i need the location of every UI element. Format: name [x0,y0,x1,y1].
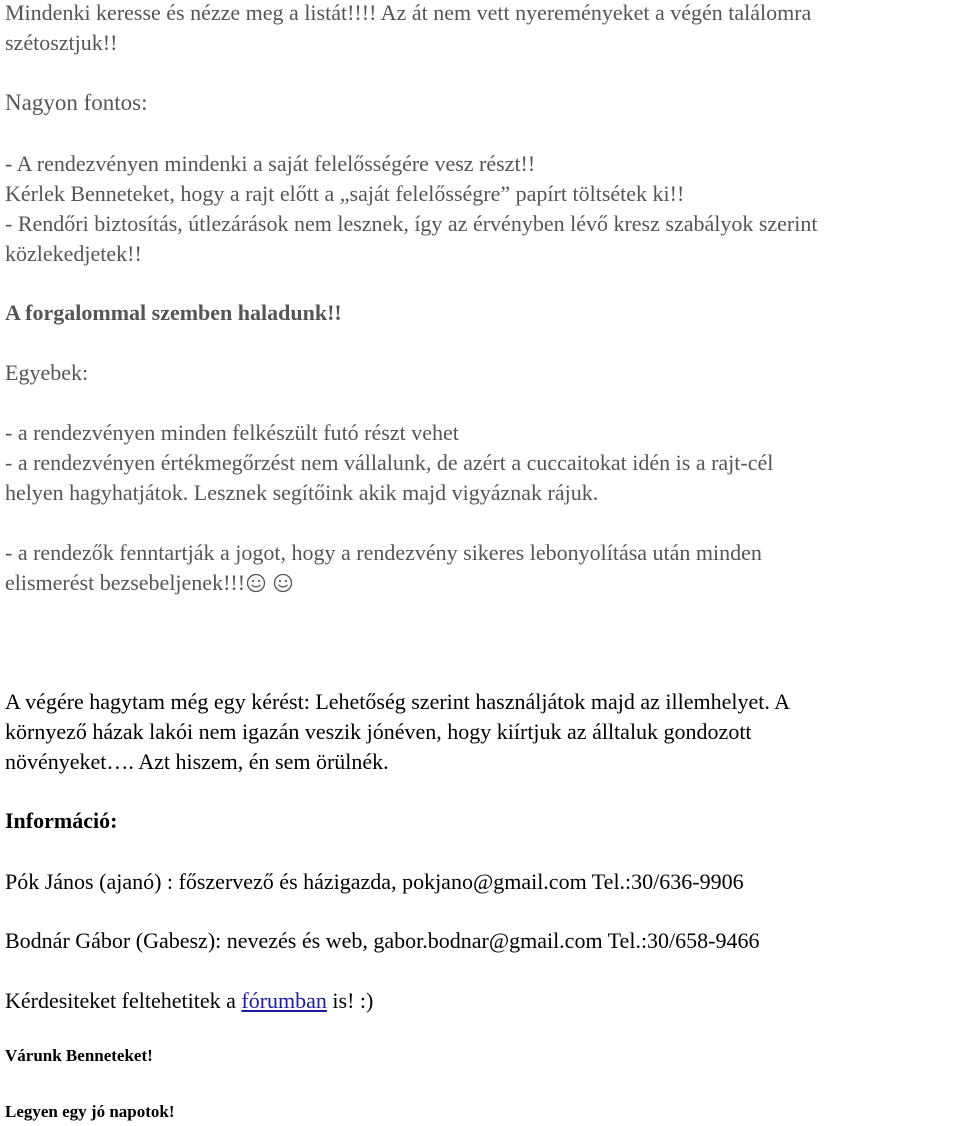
egyebek-line-5 [5,572,299,594]
fontos-line-4: közlekedjetek!! [5,241,142,266]
closing-line-1: Várunk Benneteket! [5,1046,153,1065]
smiley-icon [273,573,293,593]
questions-text-before: Kérdesiteket feltehetitek a [5,988,242,1013]
egyebek-line-2: - a rendezvényen értékmegőrzést nem vállalunk, de azért a cuccaitokat idén is a rajt-cél [5,450,774,475]
request-line-3: növényeket…. Azt hiszem, én sem örülnék. [5,749,389,774]
fontos-line-1: - A rendezvényen mindenki a saját felelősségére vesz részt!! [5,151,536,176]
egyebek-line-4: - a rendezők fenntartják a jogot, hogy a rendezvény sikeres lebonyolítása után minden [5,540,762,565]
fontos-line-3: - Rendőri biztosítás, útlezárások nem lesznek, így az érvényben lévő kresz szabályok szerint [5,211,818,236]
closing-line-2: Legyen egy jó napotok! [5,1102,175,1121]
questions-line [5,990,373,1012]
egyebek-line-3: helyen hagyhatjátok. Lesznek segítőink akik majd vigyáznak rájuk. [5,480,599,505]
forum-link[interactable]: fórumban [241,988,327,1013]
intro-line-1: Mindenki keresse és nézze meg a listát!!!! Az át nem vett nyereményeket a végén találomra [5,0,812,25]
section-heading-egyebek: Egyebek: [5,360,89,385]
questions-text-after: is! :) [326,988,374,1013]
section-heading-fontos: Nagyon fontos: [5,90,148,115]
section-heading-info: Információ: [5,808,118,833]
traffic-warning: A forgalommal szemben haladunk!! [5,300,342,325]
egyebek-line-5-text: elismerést bezsebeljenek!!! [5,570,246,595]
fontos-line-2: Kérlek Benneteket, hogy a rajt előtt a „saját felelősségre” papírt töltsétek ki!! [5,181,685,206]
contact-pok-janos: Pók János (ajanó) : főszervező és házigazda, pokjano@gmail.com Tel.:30/636-9906 [5,869,744,894]
smiley-icon [246,573,266,593]
intro-line-2: szétosztjuk!! [5,30,118,55]
egyebek-line-1: - a rendezvényen minden felkészült futó részt vehet [5,420,459,445]
contact-bodnar-gabor: Bodnár Gábor (Gabesz): nevezés és web, gabor.bodnar@gmail.com Tel.:30/658-9466 [5,928,760,953]
request-line-2: környező házak lakói nem igazán veszik jónéven, hogy kiírtjuk az álltaluk gondozott [5,719,752,744]
request-line-1: A végére hagytam még egy kérést: Lehetőség szerint használjátok majd az illemhelyet. A [5,689,790,714]
